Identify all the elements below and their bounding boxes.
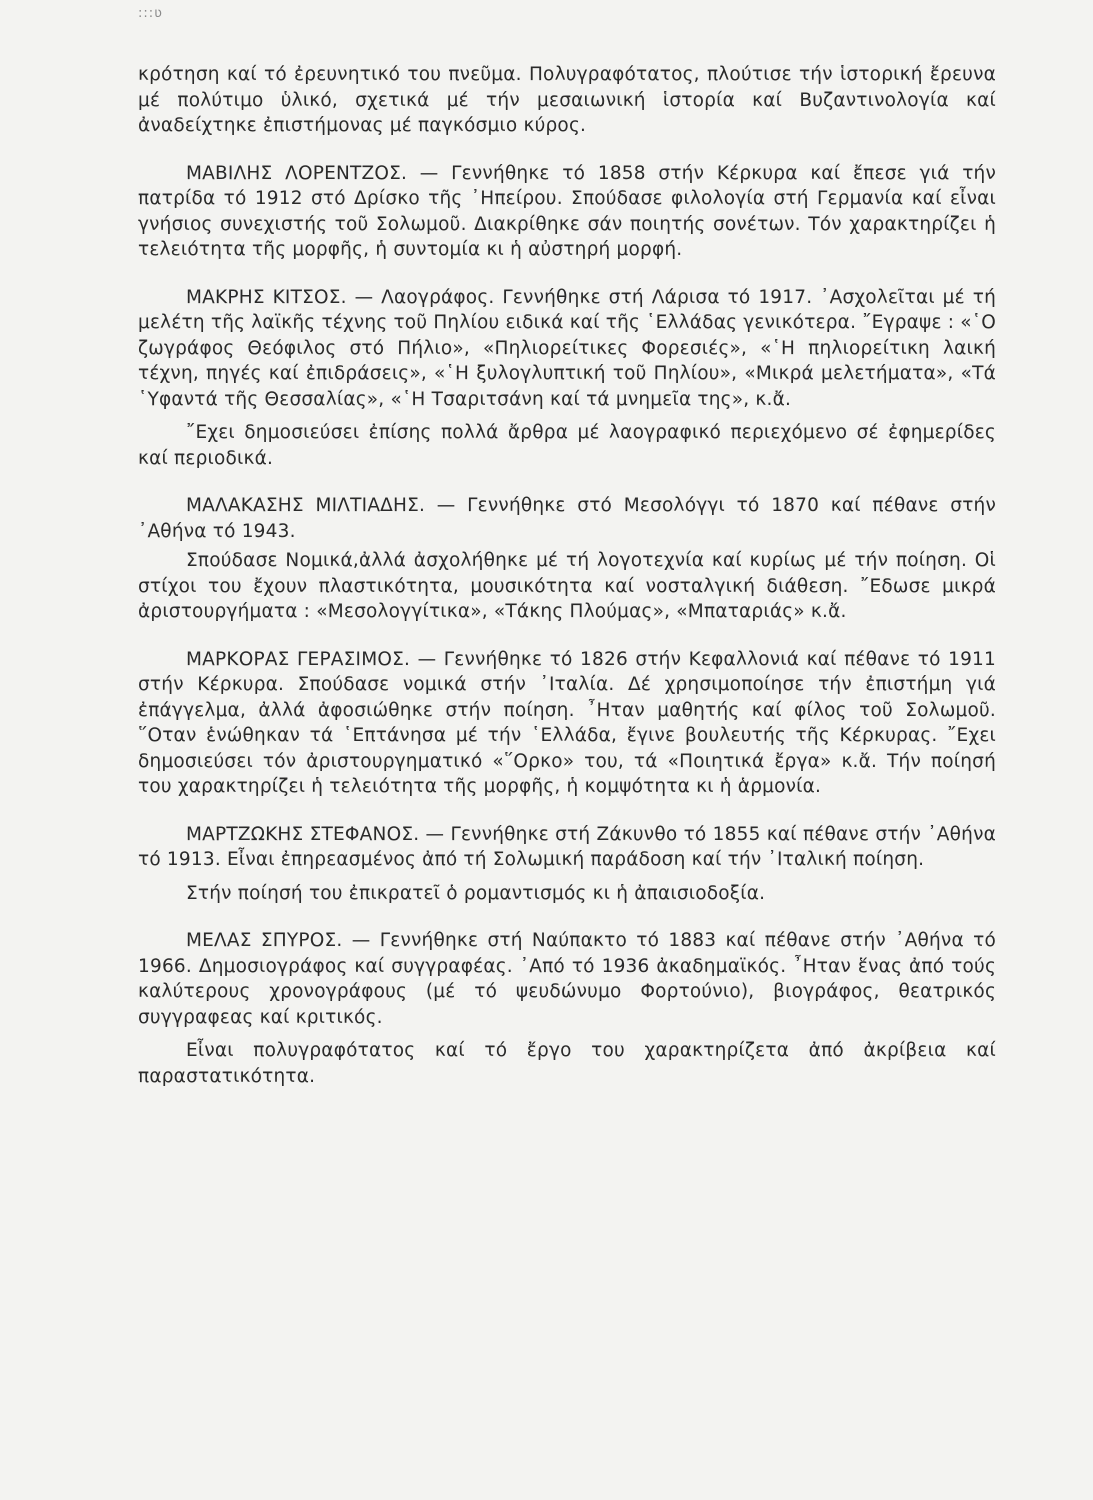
page-content bbox=[138, 62, 996, 1089]
intro-paragraph: κρότηση καί τό ἐρευνητικό του πνεῦμα. Πολυγραφότατος, πλούτισε τήν ἱστορική ἔρευνα μέ πολύτιμο ὑλικό, σχετικά μέ τήν μεσαιωνική ἱστορία καί Βυζαντινολογία καί ἀναδείχτηκε ἐπιστήμονας μέ παγκόσμιο κύρος. bbox=[138, 64, 996, 136]
entry-markoras bbox=[138, 647, 996, 800]
entry-paragraph: ΜΑΛΑΚΑΣΗΣ ΜΙΛΤΙΑΔΗΣ. — Γεννήθηκε στό Μεσολόγγι τό 1870 καί πέθανε στήν ᾿Αθήνα τό 1943. bbox=[138, 495, 996, 542]
entry-paragraph: ΜΕΛΑΣ ΣΠΥΡΟΣ. — Γεννήθηκε στή Ναύπακτο τό 1883 καί πέθανε στήν ᾿Αθήνα τό 1966. Δημοσιογράφος καί συγγραφέας. ᾿Από τό 1936 ἀκαδημαϊκός. ῏Ηταν ἕνας ἀπό τούς καλύτερους χρονογράφους (μέ τό ψευδώνυμο Φορτούνιο), βιογράφος, θεατρικός συγγραφεας καί κριτικός. bbox=[138, 930, 996, 1028]
entry-paragraph: ΜΑΡΤΖΩΚΗΣ ΣΤΕΦΑΝΟΣ. — Γεννήθηκε στή Ζάκυνθο τό 1855 καί πέθανε στήν ᾿Αθήνα τό 1913. Εἶναι ἐπηρεασμένος ἀπό τή Σολωμική παράδοση καί τήν ᾿Ιταλική ποίηση. bbox=[138, 823, 996, 870]
entry-paragraph: Στήν ποίησή του ἐπικρατεῖ ὁ ρομαντισμός κι ἡ ἀπαισιοδοξία. bbox=[186, 882, 766, 904]
entry-paragraph: ΜΑΒΙΛΗΣ ΛΟΡΕΝΤΖΟΣ. — Γεννήθηκε τό 1858 στήν Κέρκυρα καί ἔπεσε γιά τήν πατρίδα τό 1912 στό Δρίσκο τῆς ᾿Ηπείρου. Σπούδασε φιλολογία στή Γερμανία καί εἶναι γνήσιος συνεχιστής τοῦ Σολωμοῦ. Διακρίθηκε σάν ποιητής σονέτων. Τόν χαρακτηρίζει ἡ τελειότητα τῆς μορφῆς, ἡ συντομία κι ἡ αὐστηρή μορφή. bbox=[138, 162, 996, 260]
entry-paragraph: Σπούδασε Νομικά,ἀλλά ἀσχολήθηκε μέ τή λογοτεχνία καί κυρίως μέ τήν ποίηση. Οἱ στίχοι του ἔχουν πλαστικότητα, μουσικότητα καί νοσταλγική διάθεση. ῎Εδωσε μικρά ἀριστουργήματα : «Μεσολογγίτικα», «Τάκης Πλούμας», «Μπαταριάς» κ.ἄ. bbox=[138, 550, 996, 622]
entry-makris bbox=[138, 285, 996, 472]
entry-malakasis bbox=[138, 493, 996, 625]
entry-paragraph: ῎Εχει δημοσιεύσει ἐπίσης πολλά ἄρθρα μέ λαογραφικό περιεχόμενο σέ ἐφημερίδες καί περιοδικά. bbox=[138, 422, 996, 469]
page-mark: :::ʋ bbox=[138, 6, 163, 21]
entry-paragraph: ΜΑΚΡΗΣ ΚΙΤΣΟΣ. — Λαογράφος. Γεννήθηκε στή Λάρισα τό 1917. ᾿Ασχολεῖται μέ τή μελέτη τῆς λαϊκῆς τέχνης τοῦ Πηλίου ειδικά καί τῆς ῾Ελλάδας γενικότερα. ῎Εγραψε : «῾Ο ζωγράφος Θεόφιλος στό Πήλιο», «Πηλιορείτικες Φορεσιές», «῾Η πηλιορείτικη λαική τέχνη, πηγές καί ἐπιδράσεις», «῾Η ξυλογλυπτική τοῦ Πηλίου», «Μικρά μελετήματα», «Τά ῾Υφαντά τῆς Θεσσαλίας», «῾Η Τσαριτσάνη καί τά μνημεῖα της», κ.ἄ. bbox=[138, 286, 996, 410]
entry-melas bbox=[138, 928, 996, 1089]
entry-paragraph: Εἶναι πολυγραφότατος καί τό ἔργο του χαρακτηρίζετα ἀπό ἀκρίβεια καί παραστατικότητα. bbox=[138, 1040, 996, 1087]
entry-paragraph: ΜΑΡΚΟΡΑΣ ΓΕΡΑΣΙΜΟΣ. — Γεννήθηκε τό 1826 στήν Κεφαλλονιά καί πέθανε τό 1911 στήν Κέρκυρα. Σπούδασε νομικά στήν ᾿Ιταλία. Δέ χρησιμοποίησε τήν ἐπιστήμη γιά ἐπάγγελμα, ἀλλά ἀφοσιώθηκε στήν ποίηση. ῏Ηταν μαθητής καί φίλος τοῦ Σολωμοῦ. ῞Οταν ἑνώθηκαν τά ῾Επτάνησα μέ τήν ῾Ελλάδα, ἔγινε βουλευτής τῆς Κέρκυρας. ῎Εχει δημοσιεύσει τόν ἀριστουργηματικό «῞Ορκο» του, τά «Ποιητικά ἔργα» κ.ἄ. Τήν ποίησή του χαρακτηρίζει ἡ τελειότητα τῆς μορφῆς, ἡ κομψότητα κι ἡ ἁρμονία. bbox=[138, 648, 996, 797]
entry-mavilis bbox=[138, 161, 996, 263]
entry-martzokis bbox=[138, 822, 996, 907]
